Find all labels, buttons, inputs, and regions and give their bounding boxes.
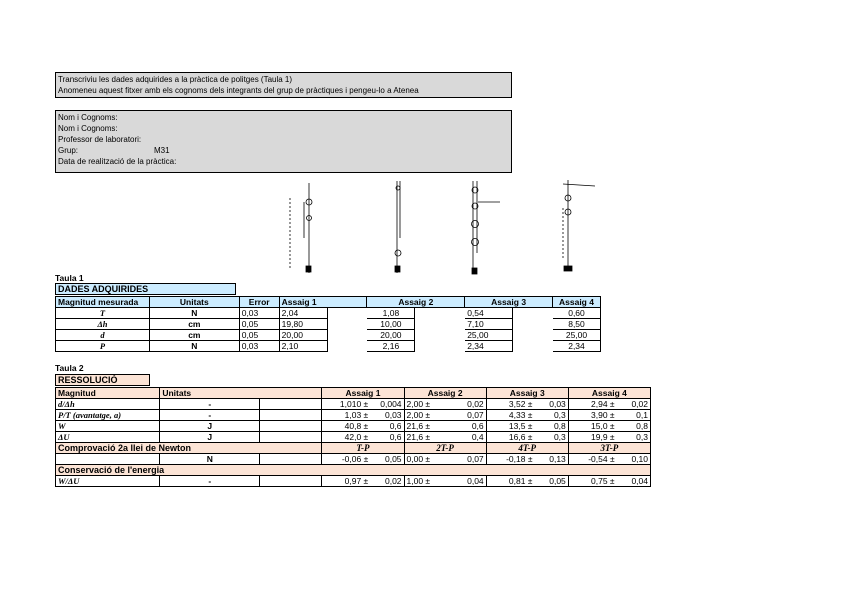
cell-unit: - [160,410,260,421]
cell-uncertainty: 0,1 [617,410,650,421]
cell-magnitud: d [56,330,150,341]
empty-cell [260,476,322,487]
cell-error: 0,03 [239,341,279,352]
pulley-setup-1-icon [290,183,312,273]
cell-uncertainty: 0,02 [617,399,650,410]
cell-assaig-4: 2,34 [552,341,600,352]
table-row [56,410,651,421]
cell-uncertainty: 0,6 [371,421,404,432]
cell-unit: J [160,432,260,443]
pulley-setup-2-icon [395,181,401,273]
cell-value: 0,00 ± [404,454,453,465]
cell-error: 0,05 [239,330,279,341]
cell-magnitud: P/T (avantatge, a) [56,410,160,421]
cell-value: 1,03 ± [322,410,371,421]
cell-uncertainty: 0,05 [371,454,404,465]
header-assaig-2: Assaig 2 [404,388,486,399]
table-2-title: RESSOLUCIÓ [55,374,150,386]
newton-section-header [56,443,651,454]
empty-cell [56,454,160,465]
spacer-cell [327,341,367,352]
header-magnitud-mesurada: Magnitud mesurada [56,297,150,308]
header-error: Error [239,297,279,308]
empty-cell [260,432,322,443]
cell-uncertainty: 0,10 [617,454,650,465]
cell-magnitud: Δh [56,319,150,330]
cell-value: 19,9 ± [568,432,617,443]
spacer-cell [513,330,553,341]
cell-assaig-4: 8,50 [552,319,600,330]
table-1-caption: Taula 1 [55,273,84,283]
empty-cell [260,410,322,421]
cell-value: 2,94 ± [568,399,617,410]
table-1-header-row [56,297,601,308]
cell-unit: cm [149,330,239,341]
table-1 [55,296,601,352]
newton-col-3: 4T-P [486,443,568,454]
cell-value: -0,54 ± [568,454,617,465]
cell-assaig-1: 19,80 [279,319,327,330]
cell-uncertainty: 0,03 [371,410,404,421]
cell-assaig-3: 0,54 [465,308,513,319]
cell-assaig-2: 20,00 [367,330,415,341]
spacer-cell [327,319,367,330]
table-row [56,476,651,487]
cell-unit: - [160,399,260,410]
cell-error: 0,03 [239,308,279,319]
spacer-cell [513,319,553,330]
cell-value: 21,6 ± [404,432,453,443]
cell-uncertainty: 0,02 [371,476,404,487]
table-2-caption: Taula 2 [55,363,84,373]
spacer-cell [513,308,553,319]
cell-value: 3,52 ± [486,399,535,410]
cell-value: -0,06 ± [322,454,371,465]
professor-label: Professor de laboratori: [58,135,142,144]
pulley-setup-4-icon [563,180,595,271]
header-assaig-1: Assaig 1 [279,297,367,308]
group-value: M31 [154,146,170,155]
cell-unit: N [149,308,239,319]
table-row [56,421,651,432]
cell-value: 3,90 ± [568,410,617,421]
cell-uncertainty: 0,6 [453,421,486,432]
cell-uncertainty: 0,3 [535,432,568,443]
cell-assaig-3: 2,34 [465,341,513,352]
cell-magnitud: W [56,421,160,432]
cell-assaig-2: 1,08 [367,308,415,319]
header-assaig-2: Assaig 2 [367,297,465,308]
spacer-cell [415,308,465,319]
cell-value: 13,5 ± [486,421,535,432]
cell-assaig-1: 2,04 [279,308,327,319]
pulley-diagrams [280,178,610,278]
name-1-label: Nom i Cognoms: [58,113,118,122]
spacer-cell [415,330,465,341]
cell-uncertainty: 0,07 [453,454,486,465]
cell-value: 1,00 ± [404,476,453,487]
empty-cell [260,421,322,432]
cell-uncertainty: 0,03 [535,399,568,410]
cell-value: -0,18 ± [486,454,535,465]
instructions-line-1: Transcriviu les dades adquirides a la pràctica de politges (Taula 1) [58,75,293,84]
header-assaig-4: Assaig 4 [568,388,650,399]
cell-uncertainty: 0,004 [371,399,404,410]
cell-value: 2,00 ± [404,399,453,410]
empty-cell [260,399,322,410]
cell-uncertainty: 0,8 [617,421,650,432]
cell-uncertainty: 0,07 [453,410,486,421]
date-label: Data de realització de la pràctica: [58,157,177,166]
cell-value: 21,6 ± [404,421,453,432]
header-assaig-3: Assaig 3 [486,388,568,399]
cell-uncertainty: 0,04 [453,476,486,487]
cell-uncertainty: 0,02 [453,399,486,410]
instructions-box [55,72,512,98]
header-spacer [260,388,322,399]
energy-section-title: Conservació de l'energia [56,465,651,476]
cell-assaig-3: 25,00 [465,330,513,341]
cell-uncertainty: 0,4 [453,432,486,443]
cell-unit: cm [149,319,239,330]
newton-col-1: T-P [322,443,404,454]
header-unitats: Unitats [149,297,239,308]
table-row [56,399,651,410]
table-row [56,432,651,443]
header-assaig-1: Assaig 1 [322,388,404,399]
cell-unit: - [160,476,260,487]
table-row [56,454,651,465]
cell-assaig-3: 7,10 [465,319,513,330]
cell-value: 16,6 ± [486,432,535,443]
cell-assaig-1: 20,00 [279,330,327,341]
cell-uncertainty: 0,05 [535,476,568,487]
newton-col-2: 2T-P [404,443,486,454]
header-unitats: Unitats [160,388,260,399]
table-2 [55,387,651,487]
cell-assaig-4: 25,00 [552,330,600,341]
cell-assaig-1: 2,10 [279,341,327,352]
cell-magnitud: W/ΔU [56,476,160,487]
empty-cell [260,454,322,465]
table-1-title: DADES ADQUIRIDES [55,283,236,295]
cell-assaig-2: 2,16 [367,341,415,352]
cell-uncertainty: 0,04 [617,476,650,487]
table-row [56,330,601,341]
newton-col-4: 3T-P [568,443,650,454]
energy-section-header [56,465,651,476]
instructions-line-2: Anomeneu aquest fitxer amb els cognoms dels integrants del grup de pràctiques i pengeu-lo a Atenea [58,86,419,95]
cell-value: 0,81 ± [486,476,535,487]
spacer-cell [513,341,553,352]
cell-uncertainty: 0,3 [617,432,650,443]
cell-error: 0,05 [239,319,279,330]
cell-assaig-4: 0,60 [552,308,600,319]
cell-value: 42,0 ± [322,432,371,443]
cell-value: 0,97 ± [322,476,371,487]
cell-assaig-2: 10,00 [367,319,415,330]
spacer-cell [415,341,465,352]
cell-magnitud: ΔU [56,432,160,443]
group-label: Grup: [58,146,79,155]
cell-value: 2,00 ± [404,410,453,421]
cell-uncertainty: 0,3 [535,410,568,421]
table-2-header-row [56,388,651,399]
cell-value: 4,33 ± [486,410,535,421]
cell-uncertainty: 0,6 [371,432,404,443]
header-magnitud: Magnitud [56,388,160,399]
spacer-cell [327,330,367,341]
name-2-label: Nom i Cognoms: [58,124,118,133]
cell-value: 15,0 ± [568,421,617,432]
cell-value: 40,8 ± [322,421,371,432]
group-info-box [55,110,512,173]
cell-magnitud: T [56,308,150,319]
spacer-cell [327,308,367,319]
cell-unit: J [160,421,260,432]
header-assaig-3: Assaig 3 [465,297,553,308]
cell-uncertainty: 0,8 [535,421,568,432]
table-row [56,319,601,330]
cell-magnitud: P [56,341,150,352]
cell-magnitud: d/Δh [56,399,160,410]
table-row [56,308,601,319]
header-assaig-4: Assaig 4 [552,297,600,308]
newton-section-title: Comprovació 2a llei de Newton [56,443,322,454]
pulley-setup-3-icon [472,181,501,274]
spacer-cell [415,319,465,330]
table-row [56,341,601,352]
cell-unit: N [160,454,260,465]
cell-value: 0,75 ± [568,476,617,487]
cell-value: 1,010 ± [322,399,371,410]
cell-unit: N [149,341,239,352]
cell-uncertainty: 0,13 [535,454,568,465]
